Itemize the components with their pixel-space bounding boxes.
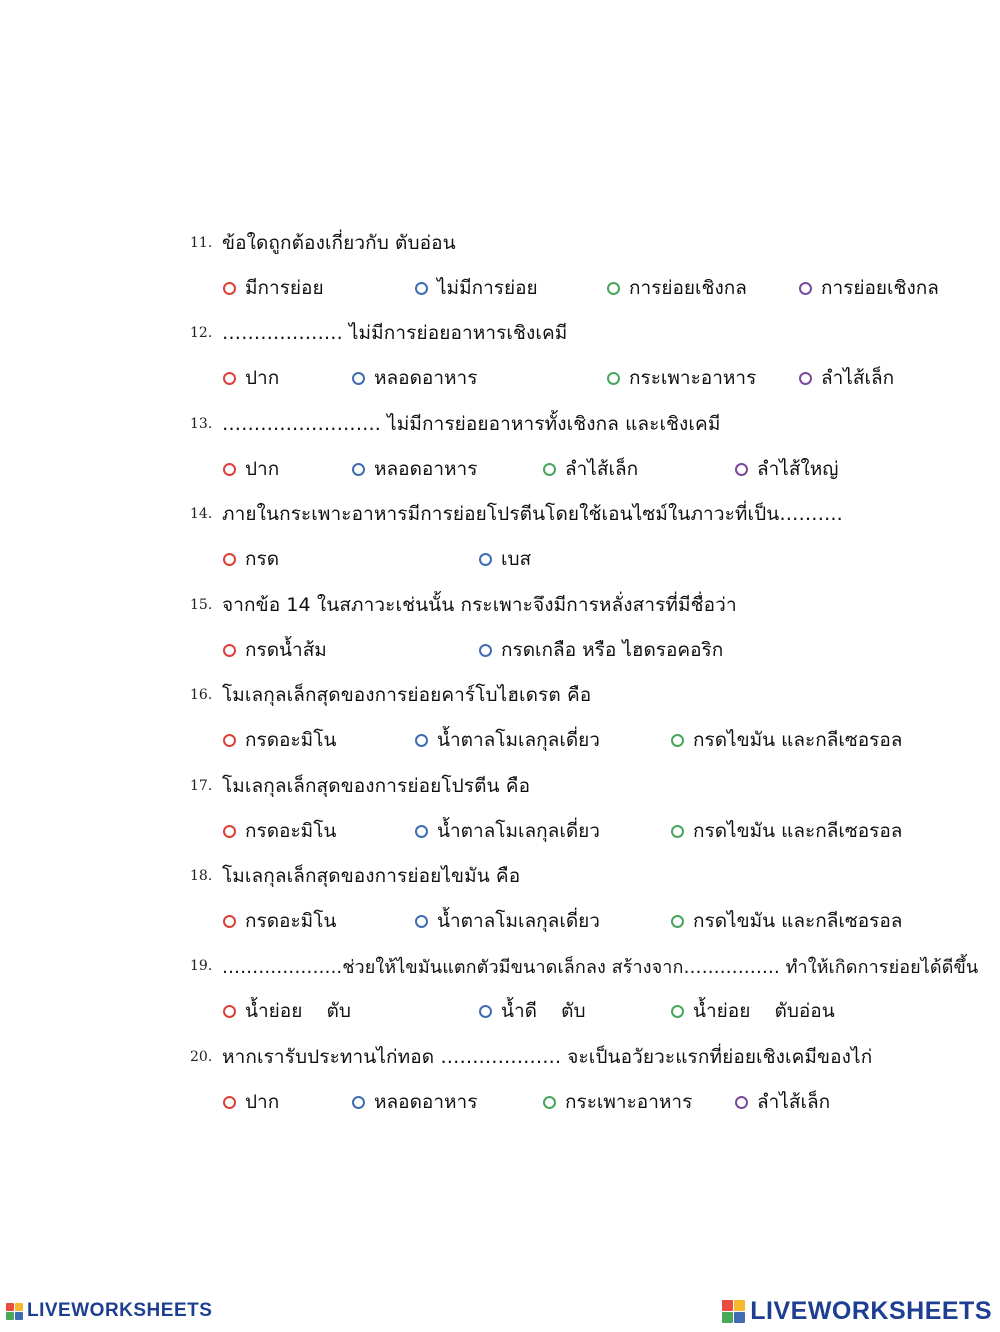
radio-circle-icon[interactable]	[415, 915, 428, 928]
question-text: ……………………. ไม่มีการย่อยอาหารทั้งเชิงกล และเชิงเคมี	[222, 413, 721, 435]
option-17-b[interactable]	[415, 811, 600, 851]
option-label: ลำไส้ใหญ่	[757, 458, 839, 480]
option-label: ลำไส้เล็ก	[757, 1091, 831, 1113]
radio-circle-icon[interactable]	[415, 282, 428, 295]
question-text: ………………..ช่วยให้ไขมันแตกตัวมีขนาดเล็กลง สร้างจาก……………. ทำให้เกิดการย่อยได้ดีขึ้น	[222, 956, 979, 978]
footer-brand-right[interactable]	[722, 1296, 992, 1326]
option-20-d[interactable]	[735, 1082, 830, 1122]
option-label: ลำไส้เล็ก	[565, 458, 639, 480]
option-19-a[interactable]	[223, 991, 351, 1031]
option-16-b[interactable]	[415, 720, 600, 760]
radio-circle-icon[interactable]	[479, 553, 492, 566]
option-label: กรดไขมัน และกลีเซอรอล	[693, 820, 903, 842]
question-18	[190, 856, 980, 896]
option-18-c[interactable]	[671, 901, 902, 941]
radio-circle-icon[interactable]	[223, 372, 236, 385]
radio-circle-icon[interactable]	[543, 463, 556, 476]
option-label: น้ำย่อย ตับ	[245, 1000, 351, 1022]
option-label: กระเพาะอาหาร	[629, 367, 757, 389]
option-11-b[interactable]	[415, 268, 538, 308]
radio-circle-icon[interactable]	[671, 734, 684, 747]
option-16-c[interactable]	[671, 720, 902, 760]
option-label: กรดไขมัน และกลีเซอรอล	[693, 910, 903, 932]
option-11-a[interactable]	[223, 268, 324, 308]
radio-circle-icon[interactable]	[543, 1096, 556, 1109]
question-text: ภายในกระเพาะอาหารมีการย่อยโปรตีนโดยใช้เอนไซม์ในภาวะที่เป็น……….	[222, 503, 843, 525]
radio-circle-icon[interactable]	[223, 734, 236, 747]
option-label: กรดอะมิโน	[245, 729, 337, 751]
option-19-b[interactable]	[479, 991, 586, 1031]
question-19	[190, 946, 980, 986]
option-18-a[interactable]	[223, 901, 336, 941]
option-14-a[interactable]	[223, 539, 279, 579]
option-17-a[interactable]	[223, 811, 336, 851]
option-13-d[interactable]	[735, 449, 838, 489]
option-label: น้ำตาลโมเลกุลเดี่ยว	[437, 820, 600, 842]
radio-circle-icon[interactable]	[415, 825, 428, 838]
option-label: น้ำตาลโมเลกุลเดี่ยว	[437, 729, 600, 751]
brand-name: LIVEWORKSHEETS	[27, 1300, 213, 1321]
option-16-a[interactable]	[223, 720, 336, 760]
option-20-b[interactable]	[352, 1082, 477, 1122]
option-12-b[interactable]	[352, 358, 477, 398]
question-number: 15.	[190, 597, 213, 613]
option-label: ลำไส้เล็ก	[821, 367, 895, 389]
question-text: หากเรารับประทานไก่ทอด ………………. จะเป็นอวัยวะแรกที่ย่อยเชิงเคมีของไก่	[222, 1046, 873, 1068]
radio-circle-icon[interactable]	[223, 644, 236, 657]
option-20-a[interactable]	[223, 1082, 279, 1122]
question-12	[190, 313, 980, 353]
question-15	[190, 585, 980, 625]
question-number: 14.	[190, 506, 213, 522]
question-text: ข้อใดถูกต้องเกี่ยวกับ ตับอ่อน	[222, 232, 456, 254]
option-11-d[interactable]	[799, 268, 939, 308]
option-label: ปาก	[245, 1091, 280, 1113]
question-number: 19.	[190, 958, 213, 974]
option-label: กรดน้ำส้ม	[245, 639, 327, 661]
option-13-b[interactable]	[352, 449, 477, 489]
option-label: กรดไขมัน และกลีเซอรอล	[693, 729, 903, 751]
question-number: 11.	[190, 235, 213, 251]
question-number: 18.	[190, 868, 213, 884]
option-label: หลอดอาหาร	[374, 367, 478, 389]
option-label: การย่อยเชิงกล	[629, 277, 747, 299]
option-label: กรด	[245, 548, 280, 570]
option-label: กรดอะมิโน	[245, 910, 337, 932]
radio-circle-icon[interactable]	[415, 734, 428, 747]
option-11-c[interactable]	[607, 268, 747, 308]
radio-circle-icon[interactable]	[799, 282, 812, 295]
option-15-b[interactable]	[479, 630, 723, 670]
radio-circle-icon[interactable]	[607, 282, 620, 295]
radio-circle-icon[interactable]	[735, 463, 748, 476]
radio-circle-icon[interactable]	[352, 1096, 365, 1109]
option-label: มีการย่อย	[245, 277, 324, 299]
radio-circle-icon[interactable]	[223, 1096, 236, 1109]
option-17-c[interactable]	[671, 811, 902, 851]
option-label: น้ำตาลโมเลกุลเดี่ยว	[437, 910, 600, 932]
question-16	[190, 675, 980, 715]
radio-circle-icon[interactable]	[671, 825, 684, 838]
option-12-a[interactable]	[223, 358, 279, 398]
option-label: กระเพาะอาหาร	[565, 1091, 693, 1113]
radio-circle-icon[interactable]	[223, 825, 236, 838]
radio-circle-icon[interactable]	[223, 463, 236, 476]
option-12-d[interactable]	[799, 358, 894, 398]
question-number: 17.	[190, 778, 213, 794]
option-label: การย่อยเชิงกล	[821, 277, 939, 299]
question-number: 20.	[190, 1049, 213, 1065]
radio-circle-icon[interactable]	[799, 372, 812, 385]
radio-circle-icon[interactable]	[607, 372, 620, 385]
option-13-a[interactable]	[223, 449, 279, 489]
radio-circle-icon[interactable]	[479, 644, 492, 657]
option-15-a[interactable]	[223, 630, 327, 670]
question-text: ………………. ไม่มีการย่อยอาหารเชิงเคมี	[222, 322, 568, 344]
question-11	[190, 223, 980, 263]
question-text: จากข้อ 14 ในสภาวะเช่นนั้น กระเพาะจึงมีการหลั่งสารที่มีชื่อว่า	[222, 594, 737, 616]
option-20-c[interactable]	[543, 1082, 692, 1122]
option-label: หลอดอาหาร	[374, 458, 478, 480]
option-18-b[interactable]	[415, 901, 600, 941]
option-label: เบส	[501, 548, 532, 570]
question-14	[190, 494, 980, 534]
question-number: 13.	[190, 416, 213, 432]
option-label: ปาก	[245, 367, 280, 389]
question-13	[190, 404, 980, 444]
option-label: กรดเกลือ หรือ ไฮดรอคอริก	[501, 639, 724, 661]
radio-circle-icon[interactable]	[223, 915, 236, 928]
option-label: น้ำดี ตับ	[501, 1000, 586, 1022]
option-label: ปาก	[245, 458, 280, 480]
option-label: หลอดอาหาร	[374, 1091, 478, 1113]
radio-circle-icon[interactable]	[352, 372, 365, 385]
question-17	[190, 766, 980, 806]
question-number: 16.	[190, 687, 213, 703]
option-14-b[interactable]	[479, 539, 531, 579]
option-19-c[interactable]	[671, 991, 835, 1031]
radio-circle-icon[interactable]	[223, 1005, 236, 1018]
option-label: ไม่มีการย่อย	[437, 277, 538, 299]
liveworksheets-logo-icon	[6, 1303, 23, 1320]
radio-circle-icon[interactable]	[671, 915, 684, 928]
radio-circle-icon[interactable]	[671, 1005, 684, 1018]
question-text: โมเลกุลเล็กสุดของการย่อยไขมัน คือ	[222, 865, 521, 887]
question-text: โมเลกุลเล็กสุดของการย่อยคาร์โบไฮเดรต คือ	[222, 684, 592, 706]
question-number: 12.	[190, 325, 213, 341]
question-20	[190, 1037, 980, 1077]
radio-circle-icon[interactable]	[479, 1005, 492, 1018]
option-12-c[interactable]	[607, 358, 756, 398]
radio-circle-icon[interactable]	[735, 1096, 748, 1109]
option-label: กรดอะมิโน	[245, 820, 337, 842]
question-text: โมเลกุลเล็กสุดของการย่อยโปรตีน คือ	[222, 775, 531, 797]
option-13-c[interactable]	[543, 449, 638, 489]
option-label: น้ำย่อย ตับอ่อน	[693, 1000, 835, 1022]
liveworksheets-logo-icon	[722, 1300, 745, 1323]
radio-circle-icon[interactable]	[223, 553, 236, 566]
radio-circle-icon[interactable]	[223, 282, 236, 295]
radio-circle-icon[interactable]	[352, 463, 365, 476]
brand-name: LIVEWORKSHEETS	[750, 1296, 992, 1325]
footer-brand-left[interactable]	[6, 1296, 212, 1326]
